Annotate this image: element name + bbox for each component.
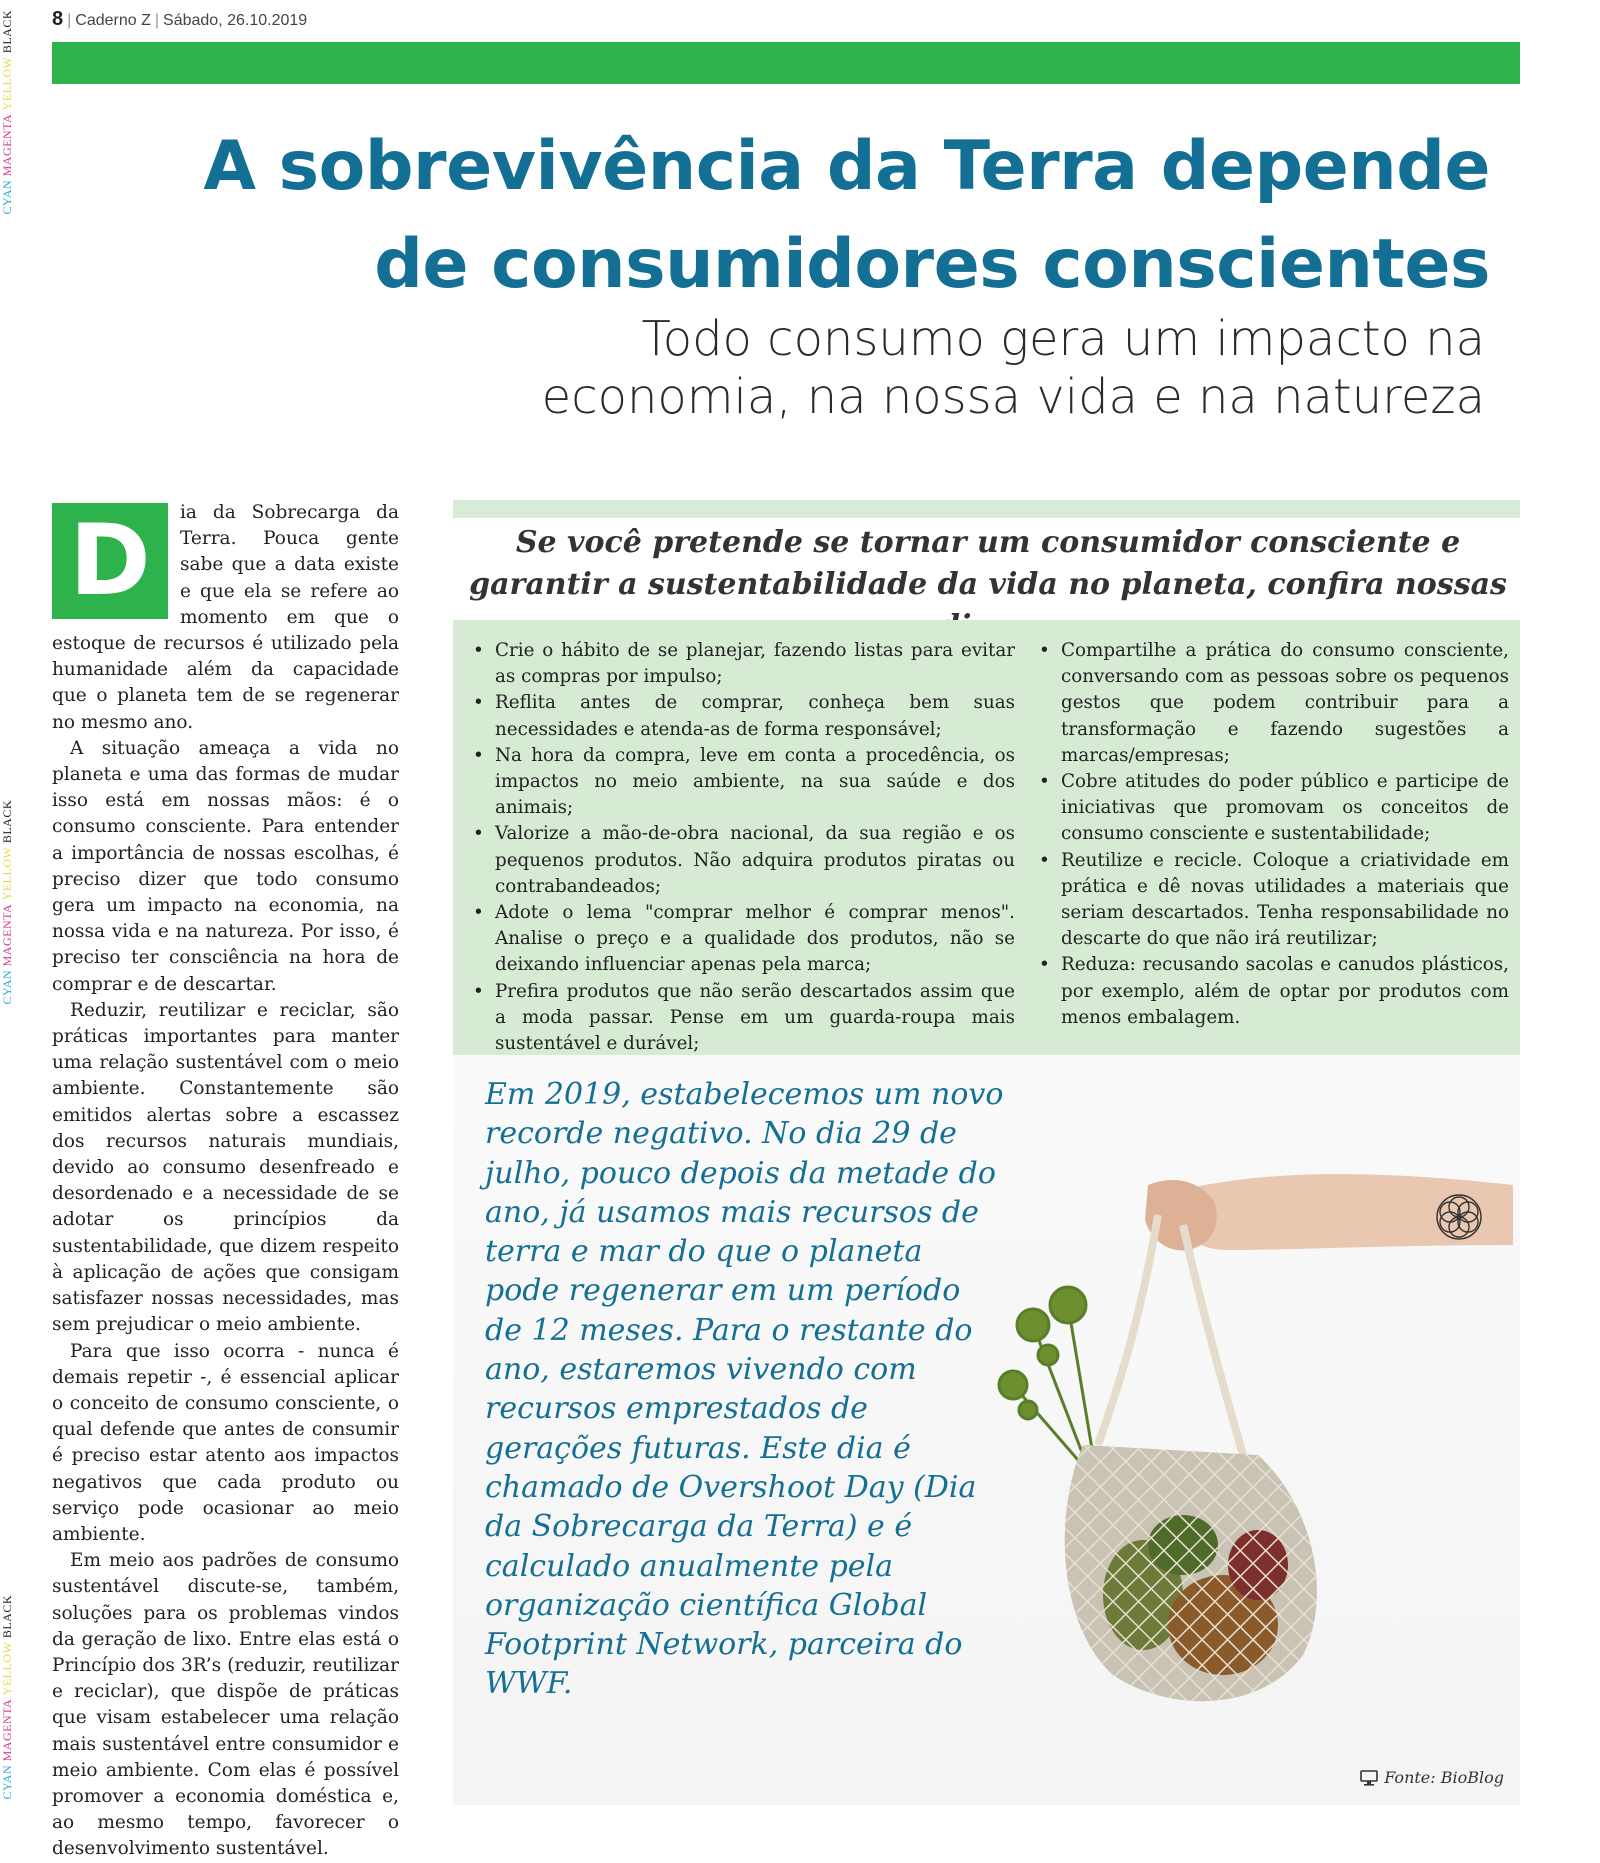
- photo-source: [1360, 1768, 1504, 1787]
- photo-source-text: Fonte: BioBlog: [1384, 1768, 1504, 1787]
- subheadline-line-1: Todo consumo gera um impacto na: [641, 311, 1485, 367]
- tips-list-left: [465, 638, 1015, 1057]
- page-folio: 8 | Caderno Z | Sábado, 26.10.2019: [52, 8, 308, 30]
- article-paragraph: A situação ameaça a vida no planeta e uma das formas de mudar isso está em nossas mãos: é o consumo consciente. Para entender a importância de nossas escolhas, é preciso dizer que todo consumo gera um impacto na economia, na nossa vida e na natureza. Por isso, é preciso ter consciência na hora de comprar e de descartar.: [52, 737, 399, 995]
- article-paragraph: Em meio aos padrões de consumo sustentável discute-se, também, soluções para os problemas vindos da geração de lixo. Entre elas está o Princípio dos 3R’s (reduzir, reutilizar e reciclar), que dispõe de práticas que visam estabelecer uma relação mais sustentável entre consumidor e meio ambiente. Com elas é possível promover a economia doméstica e, ao mesmo tempo, favorecer o desenvolvimento sustentável.: [52, 1550, 399, 1860]
- section-name: Caderno Z: [75, 12, 151, 29]
- issue-date: Sábado, 26.10.2019: [163, 12, 308, 29]
- tip-item: • Prefira produtos que não serão descartados assim que a moda passar. Pense em um guarda-roupa mais sustentável e durável;: [465, 979, 1015, 1058]
- article-paragraph: Para que isso ocorra - nunca é demais repetir -, é essencial aplicar o conceito de consumo consciente, o qual defende que antes de consumir é preciso estar atento aos impactos negativos que cada produto ou serviço pode ocasionar ao meio ambiente.: [52, 1340, 399, 1545]
- drop-cap: D: [52, 503, 168, 619]
- article-paragraph: D ia da Sobrecarga da Terra. Pouca gente sabe que a data existe e que ela se refere ao momento em que o estoque de recursos é utilizado pela humanidade além da capacidade que o planeta tem de se regenerar no mesmo ano.: [52, 502, 399, 733]
- tips-title: Se você pretende se tornar um consumidor consciente e garantir a sustentabilidade da vida no planeta, confira nossas: [469, 525, 1507, 602]
- tip-item: • Valorize a mão-de-obra nacional, da sua região e os pequenos produtos. Não adquira produtos piratas ou contrabandeados;: [465, 821, 1015, 900]
- subheadline: [300, 310, 1485, 426]
- tip-item: • Na hora da compra, leve em conta a procedência, os impactos no meio ambiente, na sua saúde e dos animais;: [465, 743, 1015, 822]
- mesh-bag-photo: [973, 1155, 1513, 1715]
- tip-item: • Cobre atitudes do poder público e participe de iniciativas que promovam os conceitos de consumo consciente e sustentabilidade;: [1031, 769, 1509, 848]
- tip-item: • Reduza: recusando sacolas e canudos plásticos, por exemplo, além de optar por produtos com menos embalagem.: [1031, 952, 1509, 1031]
- tip-item: • Crie o hábito de se planejar, fazendo listas para evitar as compras por impulso;: [465, 638, 1015, 690]
- tip-item: • Reutilize e recicle. Coloque a criatividade em prática e dê novas utilidades a materiais que seriam descartados. Tenha responsabilidade no descarte do que não irá reutilizar;: [1031, 848, 1509, 953]
- tips-top-strip: [453, 500, 1520, 518]
- article-paragraph: Reduzir, reutilizar e reciclar, são práticas importantes para manter uma relação sustentável com o meio ambiente. Constantemente são emitidos alertas sobre a escassez dos recursos naturais mundiais, devido ao consumo desenfreado e desordenado e a necessidade de se adotar os princípios da sustentabilidade, que dizem respeito à aplicação de ações que consigam satisfazer nossas necessidades, mas sem prejudicar o meio ambiente.: [52, 999, 399, 1336]
- tip-item: • Compartilhe a prática do consumo consciente, conversando com as pessoas sobre os pequenos gestos que podem contribuir para a transformação e fazendo sugestões a marcas/empresas;: [1031, 638, 1509, 769]
- headline-line-1: A sobrevivência da Terra depende: [203, 127, 1490, 206]
- photo-panel: [453, 1055, 1520, 1805]
- color-registration-mark: CYAN MAGENTA YELLOW BLACK: [0, 10, 14, 215]
- color-registration-mark: CYAN MAGENTA YELLOW BLACK: [0, 800, 14, 1005]
- tip-item: • Adote o lema "comprar melhor é comprar menos". Analise o preço e a qualidade dos produtos, não se deixando influenciar apenas pela marca;: [465, 900, 1015, 979]
- tips-box: [453, 620, 1520, 1055]
- monitor-icon: [1360, 1770, 1378, 1786]
- headline: [60, 118, 1490, 314]
- color-registration-mark: CYAN MAGENTA YELLOW BLACK: [0, 1595, 14, 1800]
- overshoot-quote: Em 2019, estabelecemos um novo recorde negativo. No dia 29 de julho, pouco depois da metade do ano, já usamos mais recursos de terra e mar do que o planeta pode regenerar em um período de 12 meses. Para o restante do ano, estaremos vivendo com recursos emprestados de gerações futuras. Este dia é chamado de Overshoot Day (Dia da Sobrecarga da Terra) e é calculado anualmente pela organização científica Global Footprint Network, parceira do WWF.: [485, 1077, 1004, 1702]
- section-color-bar: [52, 42, 1520, 84]
- subheadline-line-2: economia, na nossa vida e na natureza: [541, 369, 1485, 425]
- tips-list-right: [1031, 638, 1509, 1031]
- herbs: [999, 1287, 1093, 1460]
- headline-line-2: de consumidores conscientes: [374, 225, 1490, 304]
- article-body: [52, 500, 399, 1863]
- page-number: 8: [52, 8, 64, 30]
- tip-item: • Reflita antes de comprar, conheça bem suas necessidades e atenda-as de forma responsável;: [465, 690, 1015, 742]
